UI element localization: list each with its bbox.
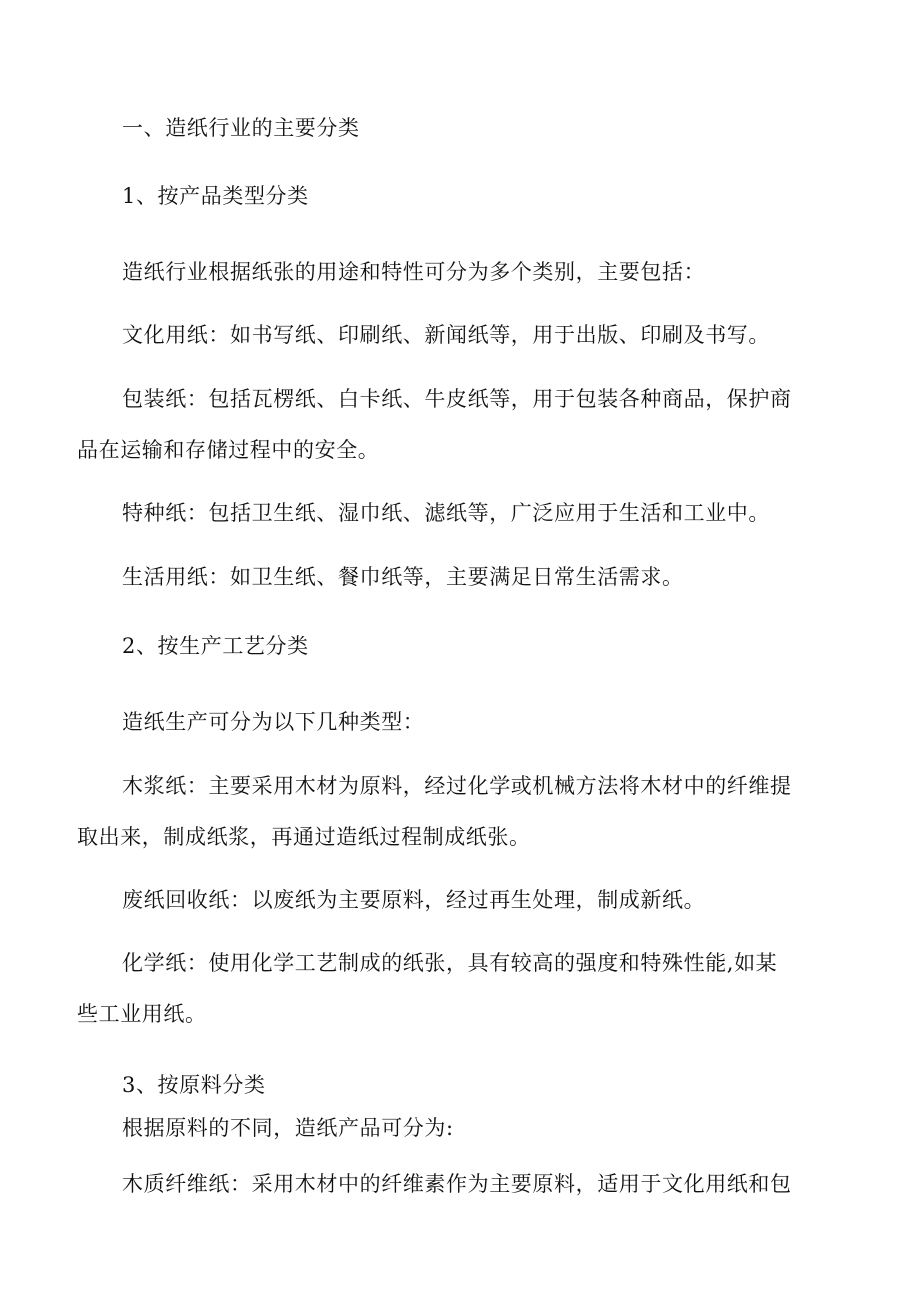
section1-item-culture-paper: 文化用纸：如书写纸、印刷纸、新闻纸等，用于出版、印刷及书写。 [122, 323, 770, 347]
section2-item-wood-pulp-line1: 木浆纸：主要采用木材为原料，经过化学或机械方法将木材中的纤维提 [122, 774, 792, 798]
section1-intro: 造纸行业根据纸张的用途和特性可分为多个类别，主要包括： [122, 260, 706, 284]
section2-item-recycled-paper: 废纸回收纸：以废纸为主要原料，经过再生处理，制成新纸。 [122, 888, 706, 912]
section3-heading: 3、按原料分类 [122, 1073, 266, 1097]
section1-item-packaging-paper-line2: 品在运输和存储过程中的安全。 [77, 438, 380, 462]
section1-item-household-paper: 生活用纸：如卫生纸、餐巾纸等，主要满足日常生活需求。 [122, 565, 684, 589]
section1-heading: 1、按产品类型分类 [122, 184, 309, 208]
section2-item-wood-pulp-line2: 取出来，制成纸浆，再通过造纸过程制成纸张。 [77, 825, 531, 849]
section1-item-packaging-paper-line1: 包装纸：包括瓦楞纸、白卡纸、牛皮纸等，用于包装各种商品，保护商 [122, 387, 792, 411]
section2-heading: 2、按生产工艺分类 [122, 634, 309, 658]
section2-intro: 造纸生产可分为以下几种类型： [122, 710, 425, 734]
section2-item-chemical-paper-line2: 些工业用纸。 [77, 1002, 207, 1026]
section3-item-wood-fiber-line1: 木质纤维纸：采用木材中的纤维素作为主要原料，适用于文化用纸和包 [122, 1172, 792, 1196]
section1-item-special-paper: 特种纸：包括卫生纸、湿巾纸、滤纸等，广泛应用于生活和工业中。 [122, 501, 770, 525]
main-heading: 一、造纸行业的主要分类 [122, 116, 360, 140]
section3-intro: 根据原料的不同，造纸产品可分为: [122, 1116, 454, 1140]
section2-item-chemical-paper-line1: 化学纸：使用化学工艺制成的纸张，具有较高的强度和特殊性能,如某 [122, 951, 778, 975]
